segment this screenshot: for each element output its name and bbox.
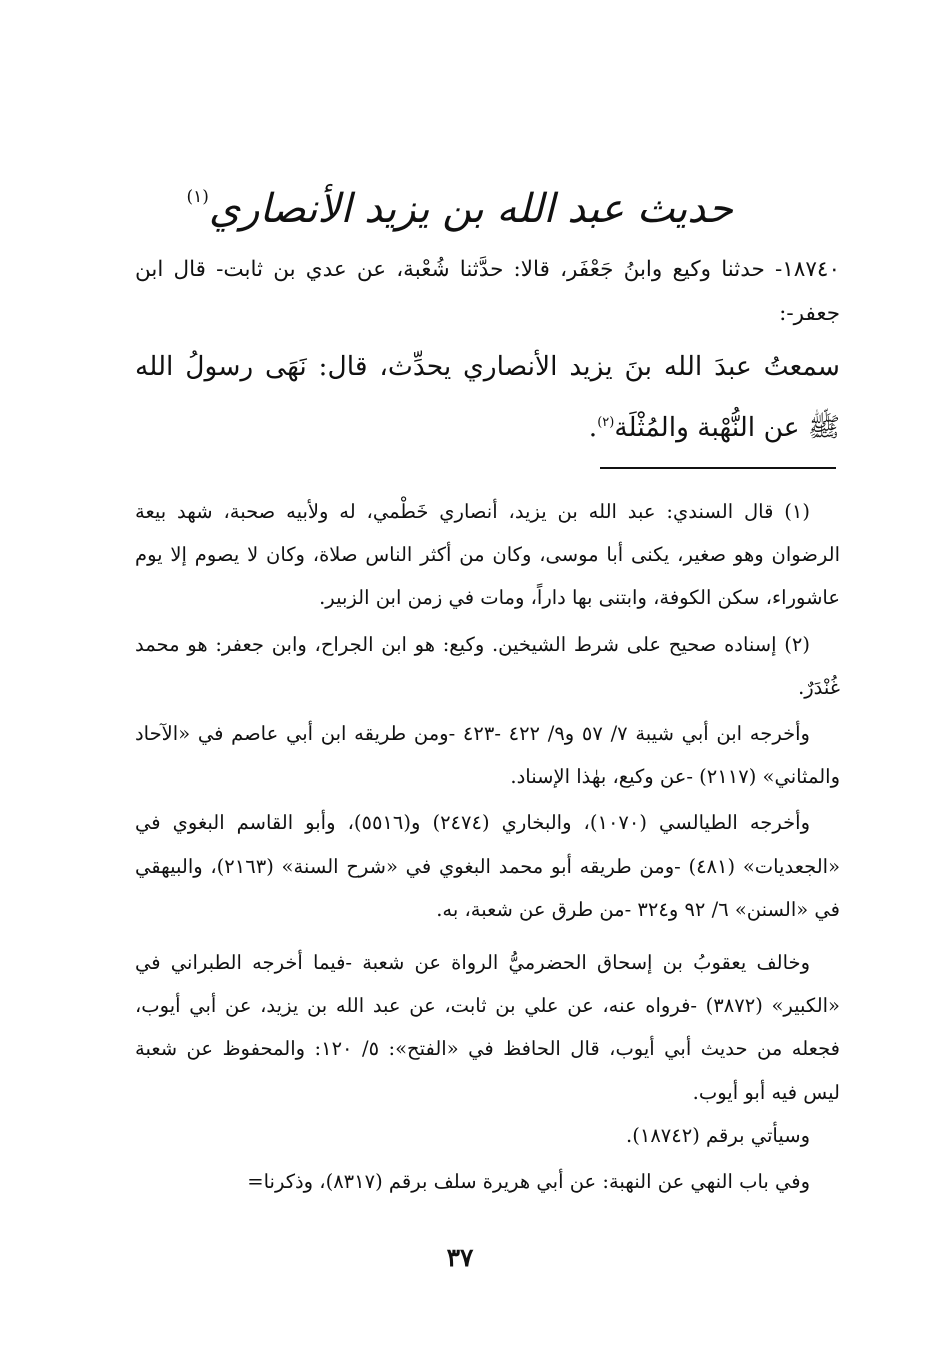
footnote-separator xyxy=(600,467,836,469)
hadith-block xyxy=(135,248,840,456)
hadith-chain: ١٨٧٤٠- حدثنا وكيع وابنُ جَعْفَر، قالا: حدَّثنا شُعْبة، عن عدي بن ثابت- قال ابن جعفر-: xyxy=(135,257,840,326)
title-footnote-marker: (١) xyxy=(186,187,209,207)
footnote-paragraph: وخالف يعقوبُ بن إسحاق الحضرميُّ الرواة عن شعبة -فيما أخرجه الطبراني في «الكبير» (٣٨٧٢) -فرواه عنه، عن علي بن ثابت، عن عبد الله بن يزيد، عن أبي أيوب، فجعله من حديث أبي أيوب، قال الحافظ في «الفتح»: ٥/ ١٢٠: والمحفوظ عن شعبة ليس فيه أبو أيوب. xyxy=(135,951,841,1104)
footnote-1: (١) قال السندي: عبد الله بن يزيد، أنصاري خَطْمي، له ولأبيه صحبة، شهد بيعة الرضوان وهو صغير، يكنى أبا موسى، وكان من أكثر الناس صلاة، وكان لا يصوم إلا يوم عاشوراء، سكن الكوفة، وابتنى بها داراً، ومات في زمن ابن الزبير. xyxy=(135,500,840,610)
hadith-end-dot: . xyxy=(588,411,598,443)
hadith-title xyxy=(186,162,733,244)
footnote-paragraph: وسيأتي برقم (١٨٧٤٢). xyxy=(626,1123,810,1147)
hadith-text: سمعتُ عبدَ الله بنَ يزيد الأنصاري يحدِّث، قال: نَهَى رسولُ الله ﷺ عن النُّهْبة والمُثْلَة xyxy=(135,351,840,443)
title-text: حديث عبد الله بن يزيد الأنصاري xyxy=(208,186,733,232)
footnote-paragraph: وفي باب النهي عن النهبة: عن أبي هريرة سلف برقم (٨٣١٧)، وذكرنا= xyxy=(247,1170,810,1194)
footnote-paragraph: وأخرجه ابن أبي شيبة ٧/ ٥٧ و٩/ ٤٢٢ -٤٢٣ -ومن طريقه ابن أبي عاصم في «الآحاد والمثاني» (٢١١٧) -عن وكيع، بهٰذا الإسناد. xyxy=(135,722,840,789)
hadith-footnote-marker: (٢) xyxy=(597,415,615,430)
footnote-paragraph: وأخرجه الطيالسي (١٠٧٠)، والبخاري (٢٤٧٤) و(٥٥١٦)، وأبو القاسم البغوي في «الجعديات» (٤٨١) -ومن طريقه أبو محمد البغوي في «شرح السنة» (٢١٦٣)، والبيهقي في «السنن» ٦/ ٩٢ و٣٢٤ -من طرق عن شعبة، به. xyxy=(135,811,841,921)
footnotes xyxy=(135,490,840,1203)
footnote-2: (٢) إسناده صحيح على شرط الشيخين. وكيع: هو ابن الجراح، وابن جعفر: هو محمد غُنْدَرٌ. xyxy=(135,632,840,699)
hadith-text-wrap xyxy=(135,339,840,456)
page-number: ٣٧ xyxy=(446,1243,474,1272)
